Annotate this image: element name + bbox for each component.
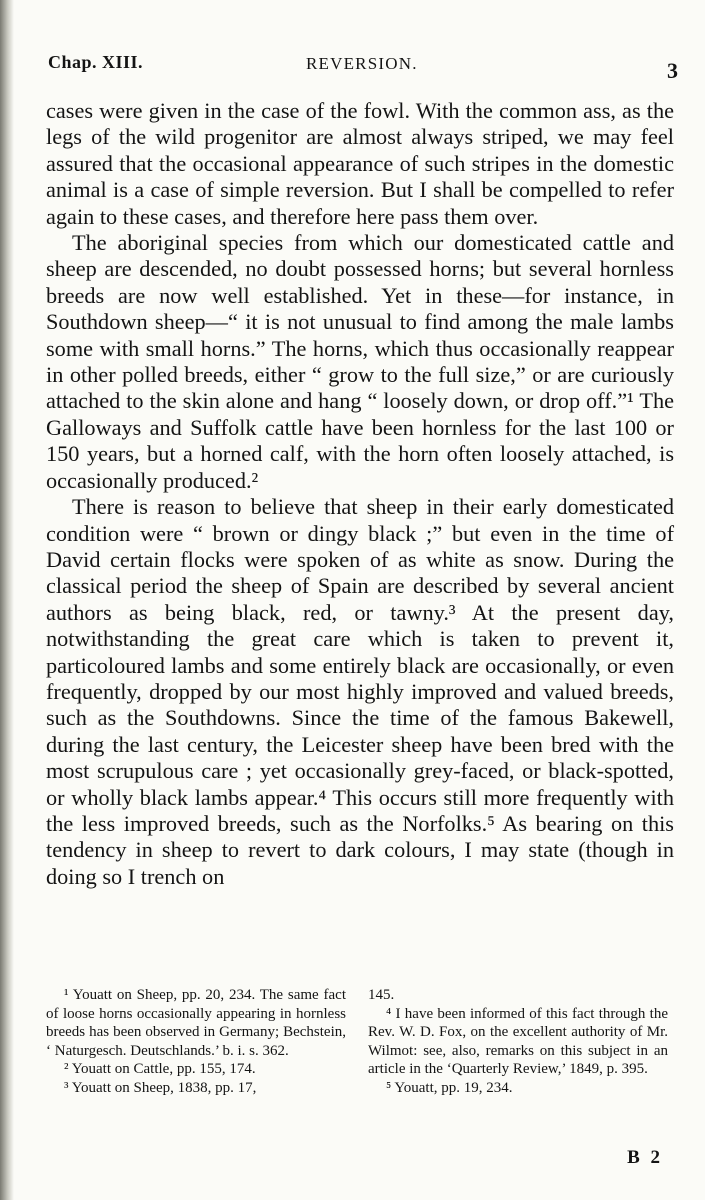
footnote-3: ³ Youatt on Sheep, 1838, pp. 17, — [64, 1079, 257, 1096]
footnote-3-continuation: 145. — [368, 987, 395, 1003]
footnotes-right-column — [368, 986, 668, 1098]
binding-edge — [0, 0, 14, 1200]
paragraph-sheep-colour: There is reason to believe that sheep in their early domesticated condition were “ brown or dingy black ;” but even in the time of David certain flocks were spoken of as white as snow. During the classical period the sheep of Spain are described by several ancient authors as being black, red, or tawny.³ At the present day, notwithstanding the great care which is taken to prevent it, particoloured lambs and some entirely black are occasionally, or even frequently, dropped by our most highly improved and valued breeds, such as the Southdowns. Since the time of the famous Bakewell, during the last century, the Leicester sheep have been bred with the most scrupulous care ; yet occasionally grey-faced, or black-spotted, or wholly black lambs appear.⁴ This occurs still more frequently with the less improved breeds, such as the Norfolks.⁵ As bearing on this tendency in sheep to revert to dark colours, I may state (though in doing so I trench on — [46, 494, 674, 889]
footnote-2: ² Youatt on Cattle, pp. 155, 174. — [64, 1061, 256, 1078]
chapter-label: Chap. XIII. — [48, 52, 144, 72]
footnote-5: ⁵ Youatt, pp. 19, 234. — [386, 1079, 513, 1096]
footnote-1: ¹ Youatt on Sheep, pp. 20, 234. The same fact of loose horns occasionally appearing in hornless breeds has been observed in Germany; Bechstein, ‘ Naturgesch. Deutschlands.’ b. i. s. 362. — [46, 987, 346, 1059]
body-text — [46, 98, 674, 890]
footnote-4: ⁴ I have been informed of this fact through the Rev. W. D. Fox, on the excellent authority of Mr. Wilmot: see, also, remarks on this subject in an article in the ‘Quarterly Review,’ 1849, p. 395. — [368, 1005, 668, 1078]
paragraph-horns: The aboriginal species from which our domesticated cattle and sheep are descended, no doubt possessed horns; but several hornless breeds are now well established. Yet in these—for instance, in Southdown sheep—“ it is not unusual to find among the male lambs some with small horns.” The horns, which thus occasionally reappear in other polled breeds, either “ grow to the full size,” or are curiously attached to the skin alone and hang “ loosely down, or drop off.”¹ The Galloways and Suffolk cattle have been hornless for the last 100 or 150 years, but a horned calf, with the horn often loosely attached, is occasionally produced.² — [46, 230, 674, 493]
page — [46, 44, 678, 890]
running-title: REVERSION. — [306, 54, 418, 73]
footnotes-left-column — [46, 986, 346, 1098]
footnotes — [46, 986, 668, 1098]
running-head — [46, 44, 678, 84]
signature-mark: B 2 — [627, 1147, 663, 1168]
paragraph-continuation: cases were given in the case of the fowl. With the common ass, as the legs of the wild progenitor are almost always striped, we may feel assured that the occasional appearance of such stripes in the domestic animal is a case of simple reversion. But I shall be compelled to refer again to these cases, and therefore here pass them over. — [46, 98, 674, 229]
page-number: 3 — [667, 58, 678, 83]
